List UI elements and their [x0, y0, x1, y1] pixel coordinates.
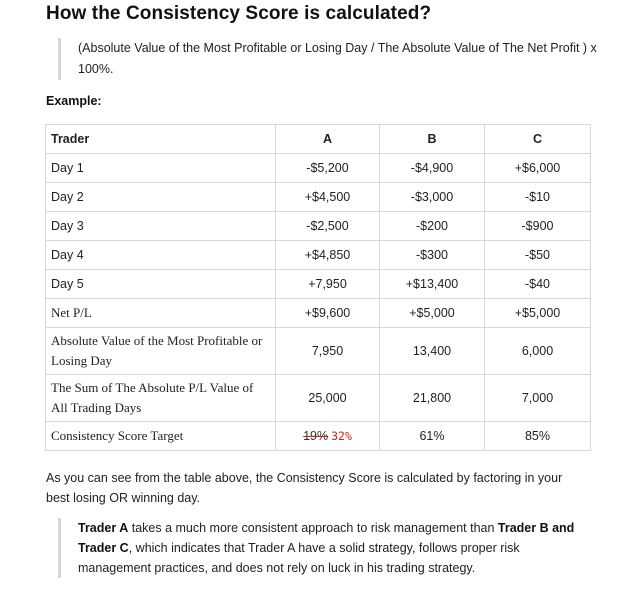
- cell-a: +$4,500: [276, 183, 380, 212]
- formula-blockquote: [58, 38, 598, 80]
- trader-a-callout: [58, 518, 578, 578]
- table-row: [46, 328, 591, 375]
- callout-bold-trader-a: Trader A: [78, 521, 129, 535]
- cell-a: +$4,850: [276, 241, 380, 270]
- page-title: How the Consistency Score is calculated?: [46, 3, 432, 24]
- example-label: Example:: [46, 94, 102, 108]
- table-row: [46, 241, 591, 270]
- row-label: Day 2: [46, 183, 276, 212]
- cell-b: -$4,900: [380, 154, 485, 183]
- row-label: Consistency Score Target: [46, 422, 276, 451]
- row-label: Day 3: [46, 212, 276, 241]
- cell-b: 21,800: [380, 375, 485, 422]
- cell-b: 13,400: [380, 328, 485, 375]
- table-row: [46, 154, 591, 183]
- cell-c: -$40: [485, 270, 591, 299]
- cell-c: +$5,000: [485, 299, 591, 328]
- struck-score: 19%: [303, 429, 329, 443]
- header-trader: Trader: [46, 125, 276, 154]
- cell-b: -$3,000: [380, 183, 485, 212]
- cell-c: 6,000: [485, 328, 591, 375]
- table-row: [46, 299, 591, 328]
- cell-a: -$2,500: [276, 212, 380, 241]
- row-label: Day 4: [46, 241, 276, 270]
- cell-c: -$900: [485, 212, 591, 241]
- cell-b: -$200: [380, 212, 485, 241]
- table-header-row: [46, 125, 591, 154]
- formula-text: (Absolute Value of the Most Profitable or Losing Day / The Absolute Value of The Net Profit ) x 100%.: [78, 41, 597, 76]
- cell-b: -$300: [380, 241, 485, 270]
- cell-a: +7,950: [276, 270, 380, 299]
- header-b: B: [380, 125, 485, 154]
- consistency-table: [45, 124, 591, 451]
- row-label: Day 5: [46, 270, 276, 299]
- table-row: [46, 183, 591, 212]
- row-label: Day 1: [46, 154, 276, 183]
- cell-c: +$6,000: [485, 154, 591, 183]
- callout-text-2: , which indicates that Trader A have a solid strategy, follows proper risk management practices, and does not rely on luck in his trading strategy.: [78, 541, 520, 575]
- cell-c: 7,000: [485, 375, 591, 422]
- cell-a: +$9,600: [276, 299, 380, 328]
- cell-b: +$5,000: [380, 299, 485, 328]
- cell-c: -$10: [485, 183, 591, 212]
- cell-a-score: [276, 422, 380, 451]
- callout-text-1: takes a much more consistent approach to risk management than: [128, 521, 498, 535]
- table-row: [46, 212, 591, 241]
- header-c: C: [485, 125, 591, 154]
- explanation-paragraph: As you can see from the table above, the Consistency Score is calculated by factoring in your best losing OR winning day.: [46, 471, 563, 505]
- cell-a: 25,000: [276, 375, 380, 422]
- callout-bold-traders-bc: Trader B and Trader C: [78, 521, 575, 555]
- cell-c: 85%: [485, 422, 591, 451]
- row-label: Absolute Value of the Most Profitable or Losing Day: [46, 328, 276, 375]
- row-label: Net P/L: [46, 299, 276, 328]
- handwritten-correction: 32%: [331, 429, 352, 443]
- table-row: [46, 422, 591, 451]
- cell-b: 61%: [380, 422, 485, 451]
- cell-c: -$50: [485, 241, 591, 270]
- cell-b: +$13,400: [380, 270, 485, 299]
- cell-a: 7,950: [276, 328, 380, 375]
- table-row: [46, 375, 591, 422]
- row-label: The Sum of The Absolute P/L Value of All Trading Days: [46, 375, 276, 422]
- cell-a: -$5,200: [276, 154, 380, 183]
- table-row: [46, 270, 591, 299]
- header-a: A: [276, 125, 380, 154]
